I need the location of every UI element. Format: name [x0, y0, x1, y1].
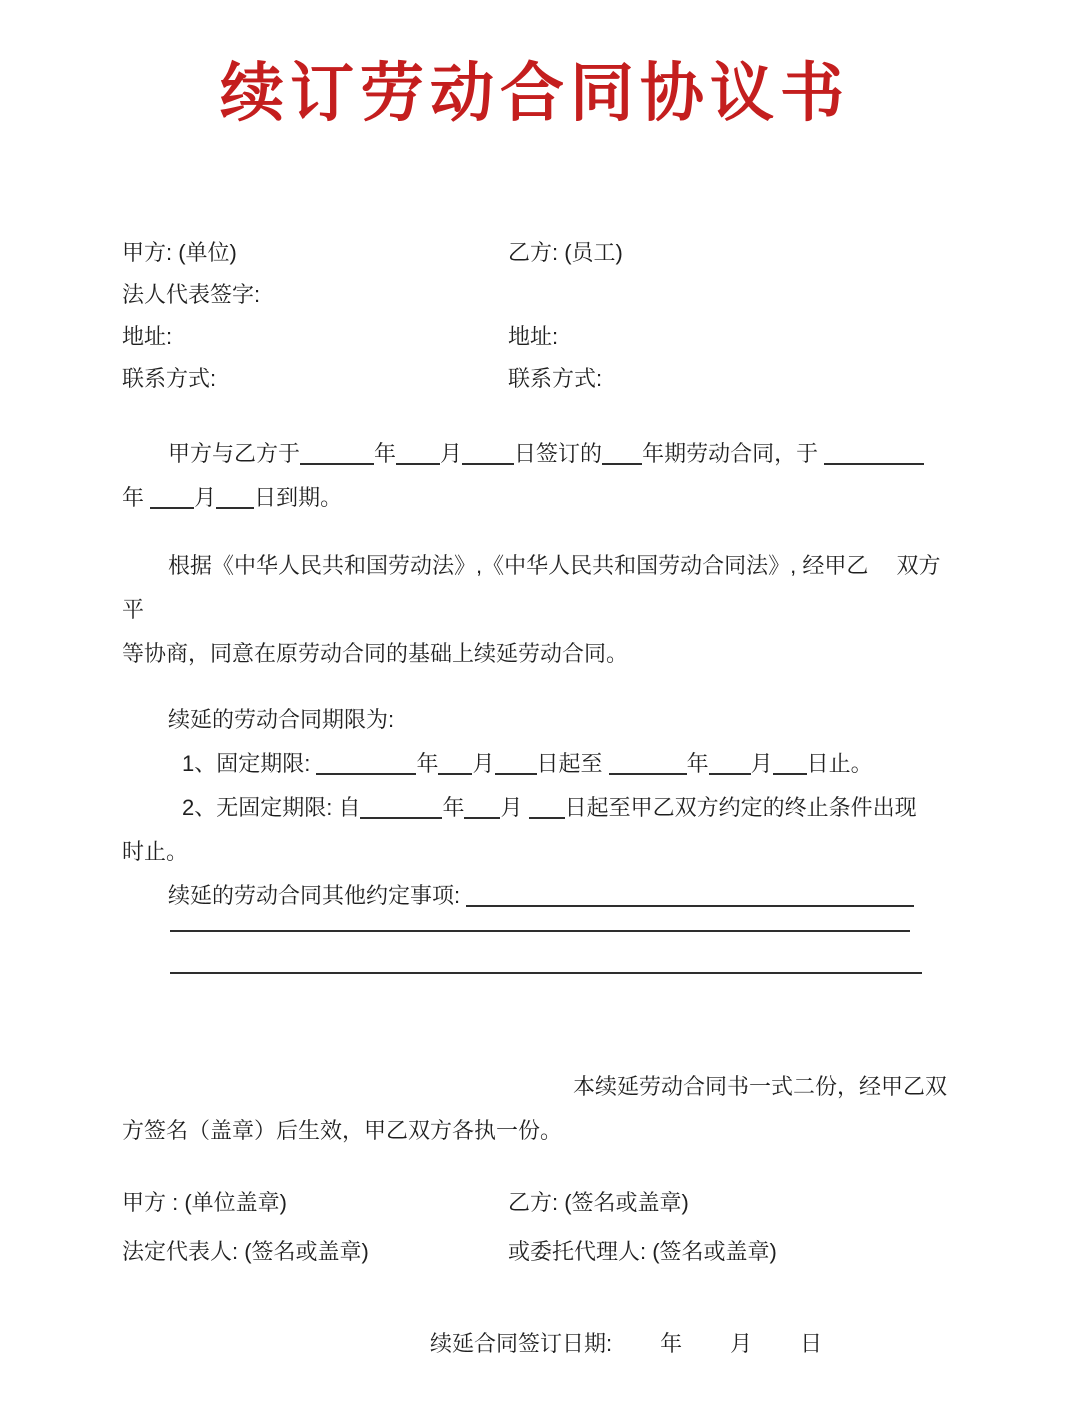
text-run: 续延的劳动合同其他约定事项: — [168, 882, 467, 908]
date-line — [122, 1328, 948, 1360]
document-title: 续订劳动合同协议书 — [220, 57, 850, 129]
text-run: 时止。 — [122, 838, 189, 864]
field-label: 甲方 : (单位盖章) — [122, 1189, 287, 1215]
blank-underline-field — [216, 483, 254, 509]
blank-underline-field — [709, 749, 751, 775]
field-label — [508, 274, 948, 316]
blank-underline-field — [300, 439, 374, 465]
blank-underline-field — [602, 439, 642, 465]
text-run: 年 — [416, 750, 439, 776]
blank-underline-field — [609, 749, 687, 775]
two-column-row — [122, 1236, 948, 1268]
two-column-row — [122, 316, 948, 358]
text-run: 月 — [472, 750, 495, 776]
blank-underline-field — [464, 793, 500, 819]
fill-line-1 — [170, 918, 910, 932]
two-column-row — [122, 274, 948, 316]
text-run: 日起至甲乙双方约定的终止条件出现 — [564, 794, 917, 820]
fill-line-2 — [170, 932, 922, 974]
signatures-section — [122, 1187, 948, 1268]
text-run: 根据《中华人民共和国劳动法》,《中华人民共和国劳动合同法》, 经甲乙 双方平 — [122, 552, 941, 622]
blank-underline-field — [824, 439, 924, 465]
field-label: 乙方: (员工) — [508, 239, 623, 265]
text-run: 年 — [442, 794, 465, 820]
text-run: 续延合同签订日期: — [430, 1330, 613, 1356]
paragraph-open-term-item — [122, 786, 948, 874]
blank-underline-field — [396, 439, 440, 465]
blank-underline-field — [150, 483, 194, 509]
paragraph-legal-basis — [122, 544, 948, 676]
blank-underline-field — [462, 439, 514, 465]
blank-underline-field — [316, 749, 416, 775]
field-label: 乙方: (签名或盖章) — [508, 1189, 689, 1215]
text-run: 年 — [686, 750, 709, 776]
field-label: 甲方: (单位) — [122, 239, 237, 265]
parties-section — [122, 232, 948, 400]
text-run: 年 — [660, 1330, 683, 1356]
text-run: 年 — [122, 484, 151, 510]
field-label: 联系方式: — [122, 365, 217, 391]
text-run: 甲方与乙方于 — [168, 440, 301, 466]
blank-underline-field — [529, 793, 565, 819]
text-run: 月 — [750, 750, 773, 776]
text-run: 月 — [194, 484, 217, 510]
paragraph-closing — [122, 1065, 948, 1153]
field-label: 或委托代理人: (签名或盖章) — [508, 1238, 777, 1264]
text-run: 日止。 — [806, 750, 873, 776]
text-run: 年期劳动合同，于 — [642, 440, 825, 466]
text-run: 方签名（盖章）后生效，甲乙双方各执一份。 — [122, 1117, 563, 1143]
two-column-row — [122, 232, 948, 274]
text-run: 月 — [440, 440, 463, 466]
blank-underline-field — [360, 793, 442, 819]
text-run: 等协商，同意在原劳动合同的基础上续延劳动合同。 — [122, 640, 629, 666]
text-run: 本续延劳动合同书一式二份，经甲乙双 — [573, 1073, 948, 1099]
text-run: 月 — [500, 794, 529, 820]
two-column-row — [122, 358, 948, 400]
field-label: 地址: — [122, 323, 173, 349]
text-run: 月 — [730, 1330, 753, 1356]
field-label: 地址: — [508, 323, 559, 349]
text-run: 年 — [374, 440, 397, 466]
blank-underline-field — [438, 749, 472, 775]
paragraph-original-contract — [122, 432, 948, 520]
text-run: 续延的劳动合同期限为: — [168, 706, 395, 732]
field-label: 联系方式: — [508, 365, 603, 391]
two-column-row — [122, 1187, 948, 1219]
text-run: 2、无固定期限: 自 — [182, 794, 361, 820]
text-run: 1、固定期限: — [182, 750, 317, 776]
paragraph-renewal-term-heading — [122, 698, 948, 742]
blank-underline-field — [495, 749, 537, 775]
text-run: 日起至 — [536, 750, 609, 776]
paragraph-other-matters — [122, 874, 948, 918]
field-label: 法人代表签字: — [122, 281, 261, 307]
text-run: 日 — [800, 1330, 823, 1356]
text-run: 日签订的 — [514, 440, 603, 466]
text-run: 日到期。 — [254, 484, 343, 510]
field-label: 法定代表人: (签名或盖章) — [122, 1238, 369, 1264]
blank-underline-field — [466, 881, 914, 907]
paragraph-fixed-term-item — [122, 742, 948, 786]
blank-underline-field — [773, 749, 807, 775]
